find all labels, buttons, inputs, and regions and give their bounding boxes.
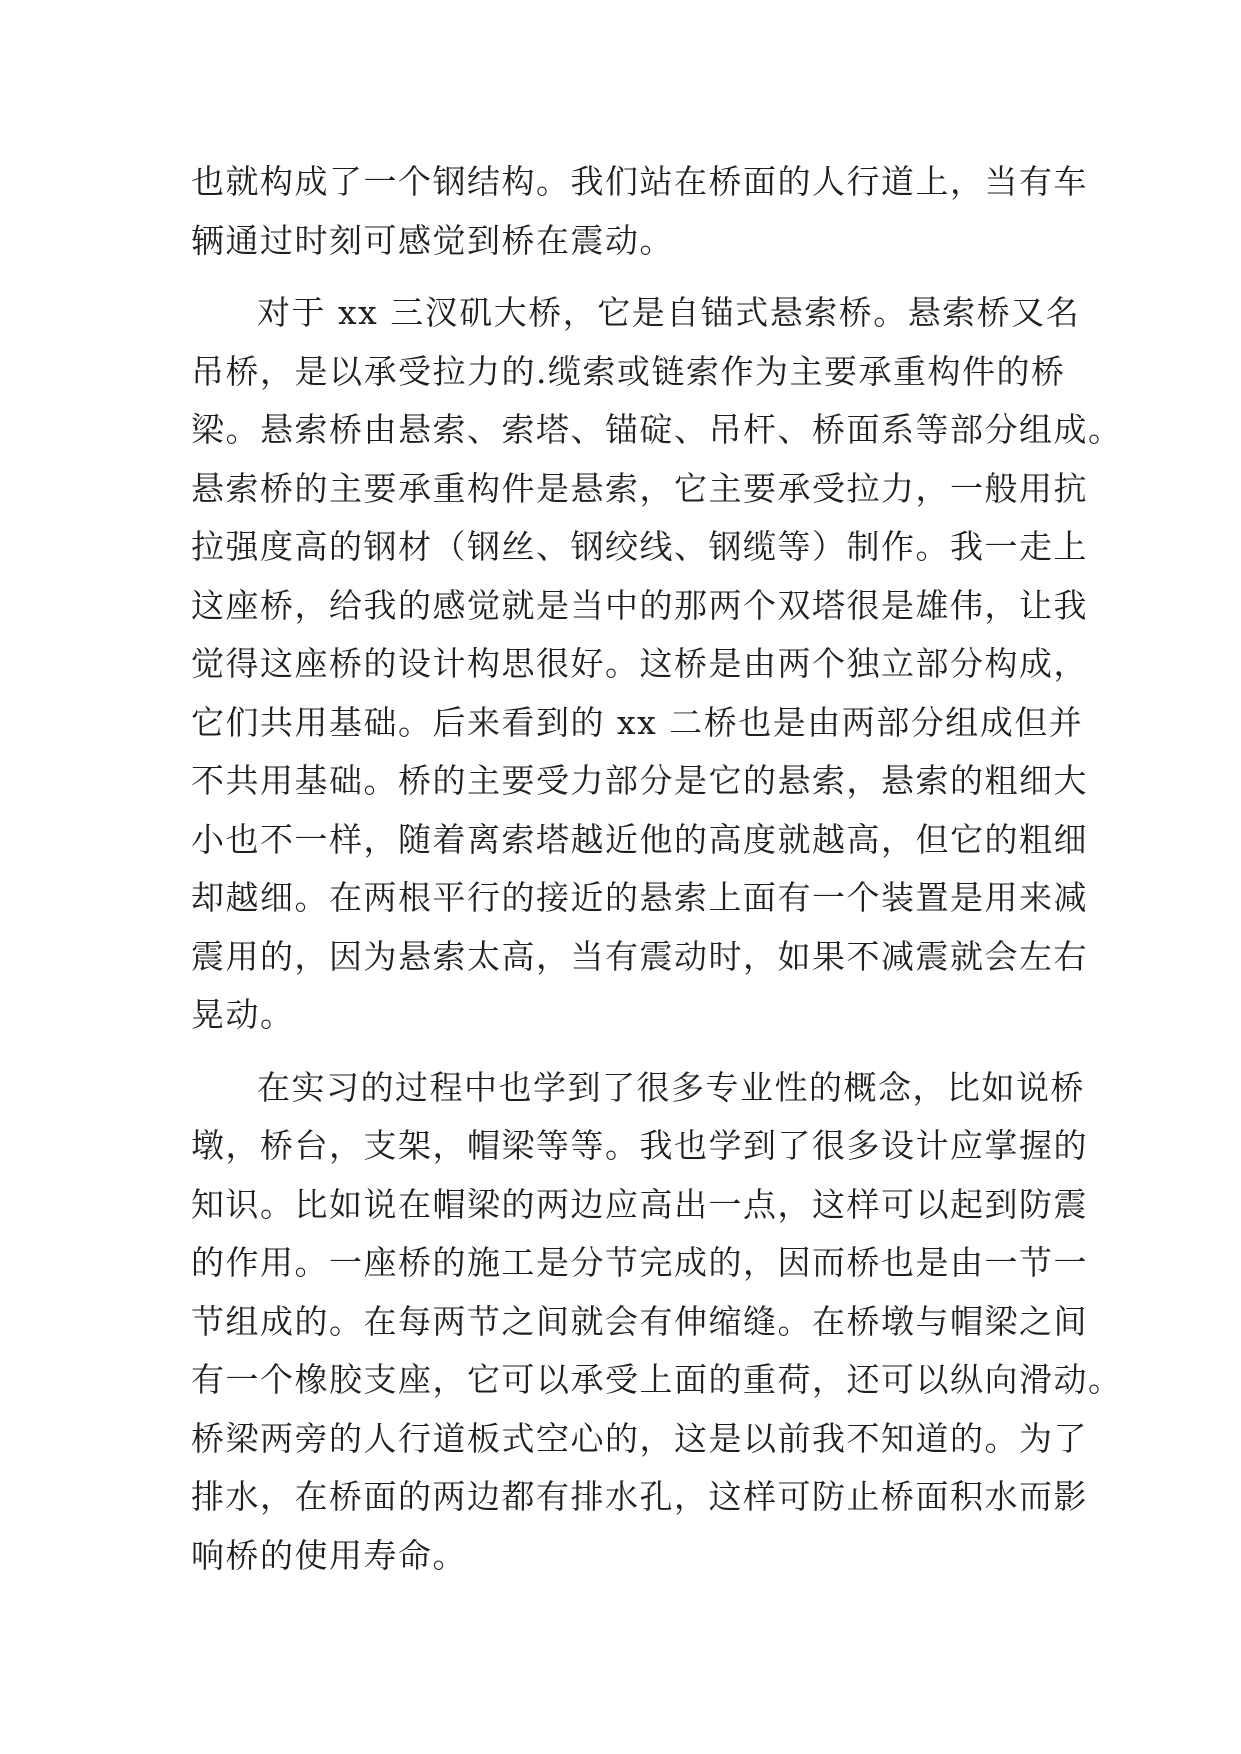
text-line: 排水，在桥面的两边都有排水孔，这样可防止桥面积水而影 xyxy=(191,1477,1088,1516)
text-line: 这座桥，给我的感觉就是当中的那两个双塔很是雄伟，让我 xyxy=(191,585,1088,625)
paragraph-2 xyxy=(191,284,1123,1045)
text-line: 小也不一样，随着离索塔越近他的高度就越高，但它的粗细 xyxy=(191,819,1088,859)
text-line: 有一个橡胶支座，它可以承受上面的重荷，还可以纵向滑动。 xyxy=(191,1360,1123,1399)
text-line: 辆通过时刻可感觉到桥在震动。 xyxy=(191,220,674,260)
text-line: 悬索桥的主要承重构件是悬索，它主要承受拉力，一般用抗 xyxy=(191,468,1088,508)
text-line: 拉强度高的钢材（钢丝、钢绞线、钢缆等）制作。我一走上 xyxy=(191,527,1088,566)
body-text xyxy=(191,153,1123,1585)
text-line: 它们共用基础。后来看到的 xx 二桥也是由两部分组成但并 xyxy=(191,702,1084,742)
text-line: 节组成的。在每两节之间就会有伸缩缝。在桥墩与帽梁之间 xyxy=(191,1301,1088,1341)
paragraph-1 xyxy=(191,153,1088,270)
text-line: 响桥的使用寿命。 xyxy=(191,1535,467,1575)
text-line: 桥梁两旁的人行道板式空心的，这是以前我不知道的。为了 xyxy=(191,1418,1088,1458)
text-line: 不共用基础。桥的主要受力部分是它的悬索，悬索的粗细大 xyxy=(191,761,1088,800)
text-line: 却越细。在两根平行的接近的悬索上面有一个装置是用来减 xyxy=(191,878,1088,917)
text-line: 在实习的过程中也学到了很多专业性的概念，比如说桥 xyxy=(257,1067,1085,1107)
text-line: 吊桥，是以承受拉力的.缆索或链索作为主要承重构件的桥 xyxy=(191,351,1066,391)
paragraph-3 xyxy=(191,1059,1123,1586)
text-line: 对于 xx 三汊矶大桥，它是自锚式悬索桥。悬索桥又名 xyxy=(257,293,1081,332)
text-line: 知识。比如说在帽梁的两边应高出一点，这样可以起到防震 xyxy=(191,1184,1088,1224)
text-line: 震用的，因为悬索太高，当有震动时，如果不减震就会左右 xyxy=(191,936,1088,976)
text-line: 晃动。 xyxy=(191,995,295,1034)
text-line: 觉得这座桥的设计构思很好。这桥是由两个独立部分构成， xyxy=(191,644,1088,683)
text-line: 墩，桥台，支架，帽梁等等。我也学到了很多设计应掌握的 xyxy=(191,1126,1088,1165)
text-line: 也就构成了一个钢结构。我们站在桥面的人行道上，当有车 xyxy=(191,162,1088,201)
text-line: 的作用。一座桥的施工是分节完成的，因而桥也是由一节一 xyxy=(191,1243,1088,1282)
text-line: 梁。悬索桥由悬索、索塔、锚碇、吊杆、桥面系等部分组成。 xyxy=(191,410,1123,449)
